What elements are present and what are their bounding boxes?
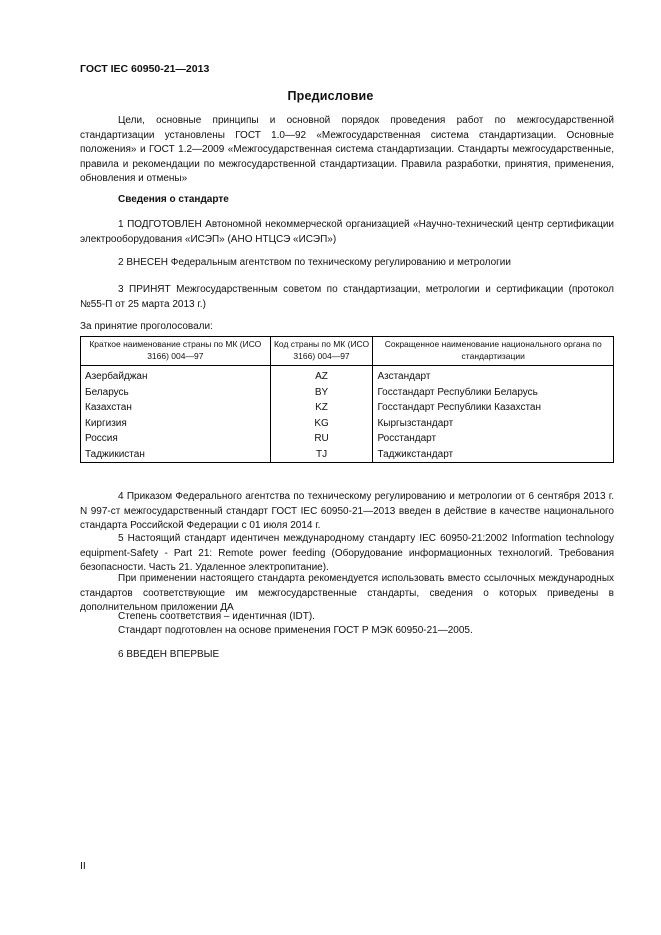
header-body: Сокращенное наименование национального органа по стандартизации (373, 337, 614, 366)
page-number: II (80, 860, 86, 872)
cell-body: Госстандарт Республики Беларусь (373, 385, 614, 401)
table-header-row (81, 337, 614, 366)
document-header: ГОСТ IEC 60950-21—2013 (80, 63, 210, 75)
cell-code: RU (270, 431, 373, 447)
table-row (81, 416, 614, 432)
table-row (81, 366, 614, 385)
table-row (81, 385, 614, 401)
cell-code: AZ (270, 366, 373, 385)
header-country: Краткое наименование страны по МК (ИСО 3166) 004—97 (81, 337, 271, 366)
cell-code: BY (270, 385, 373, 401)
cell-body: Таджикстандарт (373, 447, 614, 463)
cell-code: KZ (270, 400, 373, 416)
item-6: 6 ВВЕДЕН ВПЕРВЫЕ (118, 649, 220, 660)
item-1: 1 ПОДГОТОВЛЕН Автономной некоммерческой организацией «Научно-технический центр сертификации электрооборудования «ИСЭП» (АНО НТЦСЭ «ИСЭП») (80, 219, 614, 245)
cell-code: KG (270, 416, 373, 432)
table-caption: За принятие проголосовали: (80, 321, 213, 332)
cell-body: Азстандарт (373, 366, 614, 385)
cell-country: Беларусь (81, 385, 271, 401)
item-4: 4 Приказом Федерального агентства по техническому регулированию и метрологии от 6 сентября 2013 г. N 997-ст межгосударственный стандарт ГОСТ IEC 60950-21—2013 введен в действие в качестве национального стандарта Российской Федерации с 01 июля 2014 г. (80, 491, 614, 531)
item-3: 3 ПРИНЯТ Межгосударственным советом по стандартизации, метрологии и сертификации (протокол №55-П от 25 марта 2013 г.) (80, 284, 614, 310)
table-row (81, 400, 614, 416)
cell-code: TJ (270, 447, 373, 463)
voting-table (80, 336, 614, 463)
intro-paragraph: Цели, основные принципы и основной порядок проведения работ по межгосударственной стандартизации установлены ГОСТ 1.0—92 «Межгосударственная система стандартизации. Основные положения» и ГОСТ 1.2—2009 «Межгосударственная система стандартизации. Стандарты межгосударственные, правила и рекомендации по межгосударственной стандартизации. Правила разработки, принятия, применения, обновления и отмены» (80, 115, 614, 184)
item-5-paragraph-3: Степень соответствия – идентичная (IDT). (118, 611, 315, 622)
item-2: 2 ВНЕСЕН Федеральным агентством по техническому регулированию и метрологии (118, 257, 511, 268)
table-row (81, 431, 614, 447)
page-title: Предисловие (287, 89, 374, 103)
cell-body: Росстандарт (373, 431, 614, 447)
cell-body: Кыргызстандарт (373, 416, 614, 432)
item-5-paragraph-2: При применении настоящего стандарта рекомендуется использовать вместо ссылочных международных стандартов соответствующие им межгосударственные стандарты, сведения о которых приведены в дополнительном приложении ДА (80, 573, 614, 613)
section-heading: Сведения о стандарте (118, 194, 229, 205)
cell-country: Казахстан (81, 400, 271, 416)
header-code: Код страны по МК (ИСО 3166) 004—97 (270, 337, 373, 366)
cell-country: Киргизия (81, 416, 271, 432)
item-5-paragraph-4: Стандарт подготовлен на основе применения ГОСТ Р МЭК 60950-21—2005. (118, 625, 473, 636)
table-row (81, 447, 614, 463)
item-5: 5 Настоящий стандарт идентичен международному стандарту IEC 60950-21:2002 Information technology equipment-Safety - Part 21: Remote power feeding (Оборудование информационных технологий. Требования безопасности. Часть 21. Удаленное электропитание). (80, 533, 614, 573)
cell-country: Россия (81, 431, 271, 447)
cell-country: Азербайджан (81, 366, 271, 385)
cell-country: Таджикистан (81, 447, 271, 463)
cell-body: Госстандарт Республики Казахстан (373, 400, 614, 416)
